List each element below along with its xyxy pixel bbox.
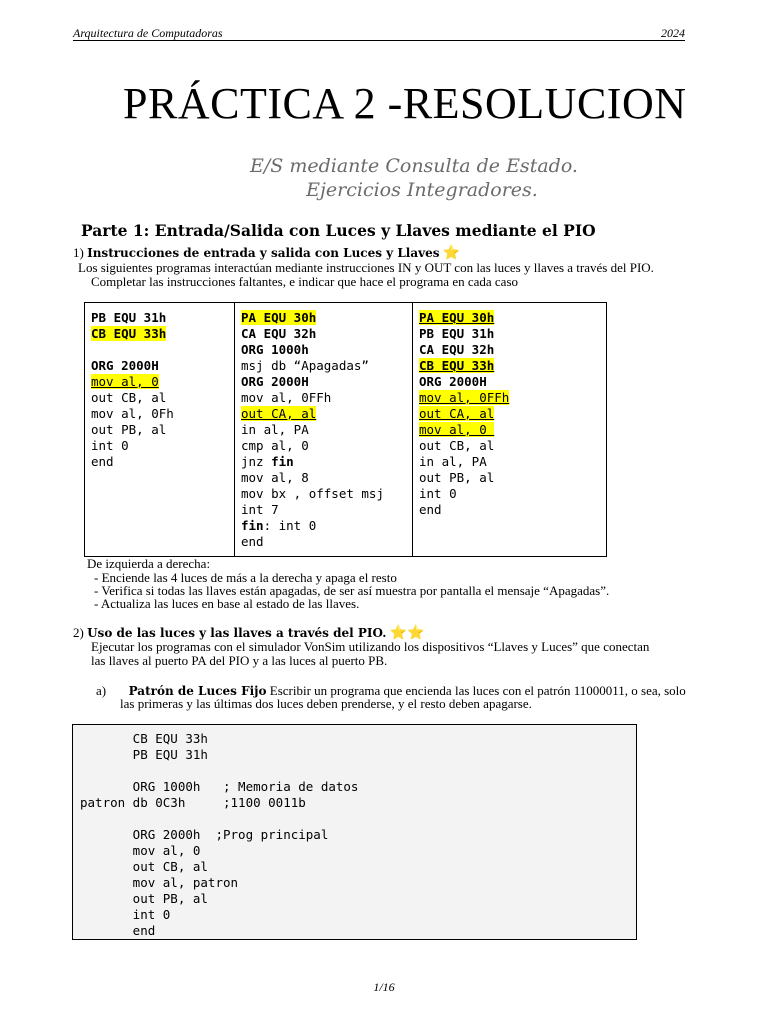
code-line: in al, PA: [241, 422, 309, 437]
code-column-3: [413, 303, 607, 557]
code-column-1: [85, 303, 235, 557]
answer-1: - Enciende las 4 luces de más a la derecha y apaga el resto: [94, 570, 397, 585]
answer-2: - Verifica si todas las llaves están apagadas, de ser así muestra por pantalla el mensaje “Apagadas”.: [94, 583, 610, 598]
star-icon: ⭐⭐: [389, 626, 425, 641]
code-line: ORG 2000H: [419, 374, 487, 389]
ex2-title: Uso de las luces y las llaves a través del PIO.: [87, 626, 387, 640]
ex1-intro-2: Completar las instrucciones faltantes, e indicar que hace el programa en cada caso: [91, 274, 519, 289]
page-number: 1/16: [373, 980, 395, 994]
code-line: PB EQU 31h: [419, 326, 495, 341]
subtitle-line-1: E/S mediante Consulta de Estado.: [250, 155, 578, 177]
code-line: CA EQU 32h: [419, 342, 495, 357]
code-line: fin: int 0: [241, 518, 317, 533]
code-line: mov al, 0: [419, 422, 495, 437]
year: 2024: [661, 26, 685, 40]
ex2-desc-2: las llaves al puerto PA del PIO y a las luces al puerto PB.: [91, 653, 388, 668]
answer-3: - Actualiza las luces en base al estado de las llaves.: [94, 596, 360, 611]
code-line: out CA, al: [419, 406, 495, 421]
code-line: [91, 342, 228, 358]
code-line: int 7: [241, 502, 279, 517]
code-line: CA EQU 32h: [241, 326, 317, 341]
ex2a-text-1: Escribir un programa que encienda las luces con el patrón 11000011, o sea, solo: [269, 683, 686, 698]
ex2-number: 2): [73, 625, 84, 640]
ex2a-text-2: las primeras y las últimas dos luces deben prenderse, y el resto deben apagarse.: [120, 696, 532, 711]
code-table: [84, 302, 607, 557]
code-line: end: [91, 454, 114, 469]
code-line: out PB, al: [419, 470, 495, 485]
code-column-2: [235, 303, 413, 557]
ex1-heading: [73, 246, 460, 261]
code-line: out CA, al: [241, 406, 317, 421]
code-line: out PB, al: [91, 422, 167, 437]
code-line: PA EQU 30h: [419, 310, 495, 325]
ex1-intro-1: Los siguientes programas interactúan mediante instrucciones IN y OUT con las luces y llaves a través del PIO.: [78, 260, 654, 275]
code-line: in al, PA: [419, 454, 487, 469]
code-line: ORG 2000H: [91, 358, 159, 373]
ex2a-label: a): [96, 683, 107, 698]
code-line: int 0: [91, 438, 129, 453]
code-line: PA EQU 30h: [241, 310, 317, 325]
solution-code-box: [72, 724, 637, 940]
code-line: end: [241, 534, 264, 549]
code-line: ORG 1000h: [241, 342, 309, 357]
code-line: end: [419, 502, 442, 517]
code-line: cmp al, 0: [241, 438, 309, 453]
answers-intro: De izquierda a derecha:: [87, 556, 211, 571]
code-line: mov al, 0FFh: [419, 390, 510, 405]
code-line: CB EQU 33h: [419, 358, 495, 373]
ex1-title: Instrucciones de entrada y salida con Luces y Llaves: [87, 246, 440, 260]
code-line: jnz fin: [241, 454, 294, 469]
ex2a-title: Patrón de Luces Fijo: [128, 684, 267, 698]
code-line: mov al, 0: [91, 374, 159, 389]
code-line: mov bx , offset msj: [241, 486, 384, 501]
code-line: mov al, 0Fh: [91, 406, 174, 421]
code-line: out CB, al: [91, 390, 167, 405]
ex2-desc-1: Ejecutar los programas con el simulador VonSim utilizando los dispositivos “Llaves y Luces” que conectan: [91, 639, 650, 654]
part1-title: Parte 1: Entrada/Salida con Luces y Llaves mediante el PIO: [81, 221, 596, 240]
solution-code: CB EQU 33h PB EQU 31h ORG 1000h ; Memoria de datos patron db 0C3h ;1100 0011b ORG 2000h ;Prog principal mov al, 0 out CB, al mov al, patron out PB, al int 0 end: [80, 731, 359, 938]
code-line: mov al, 8: [241, 470, 309, 485]
course-name: Arquitectura de Computadoras: [73, 26, 223, 40]
code-line: int 0: [419, 486, 457, 501]
code-block-3: [419, 310, 600, 518]
subtitle-line-2: Ejercicios Integradores.: [306, 179, 538, 201]
star-icon: ⭐: [442, 246, 461, 261]
code-line: CB EQU 33h: [91, 326, 167, 341]
code-block-1: [91, 310, 228, 470]
code-line: mov al, 0FFh: [241, 390, 332, 405]
code-line: msj db “Apagadas”: [241, 358, 369, 373]
ex1-number: 1): [73, 245, 84, 260]
page-title: PRÁCTICA 2 -RESOLUCION: [123, 79, 687, 128]
code-line: ORG 2000H: [241, 374, 309, 389]
page-header: [73, 26, 685, 41]
code-line: out CB, al: [419, 438, 495, 453]
code-line: PB EQU 31h: [91, 310, 167, 325]
code-block-2: [241, 310, 406, 550]
